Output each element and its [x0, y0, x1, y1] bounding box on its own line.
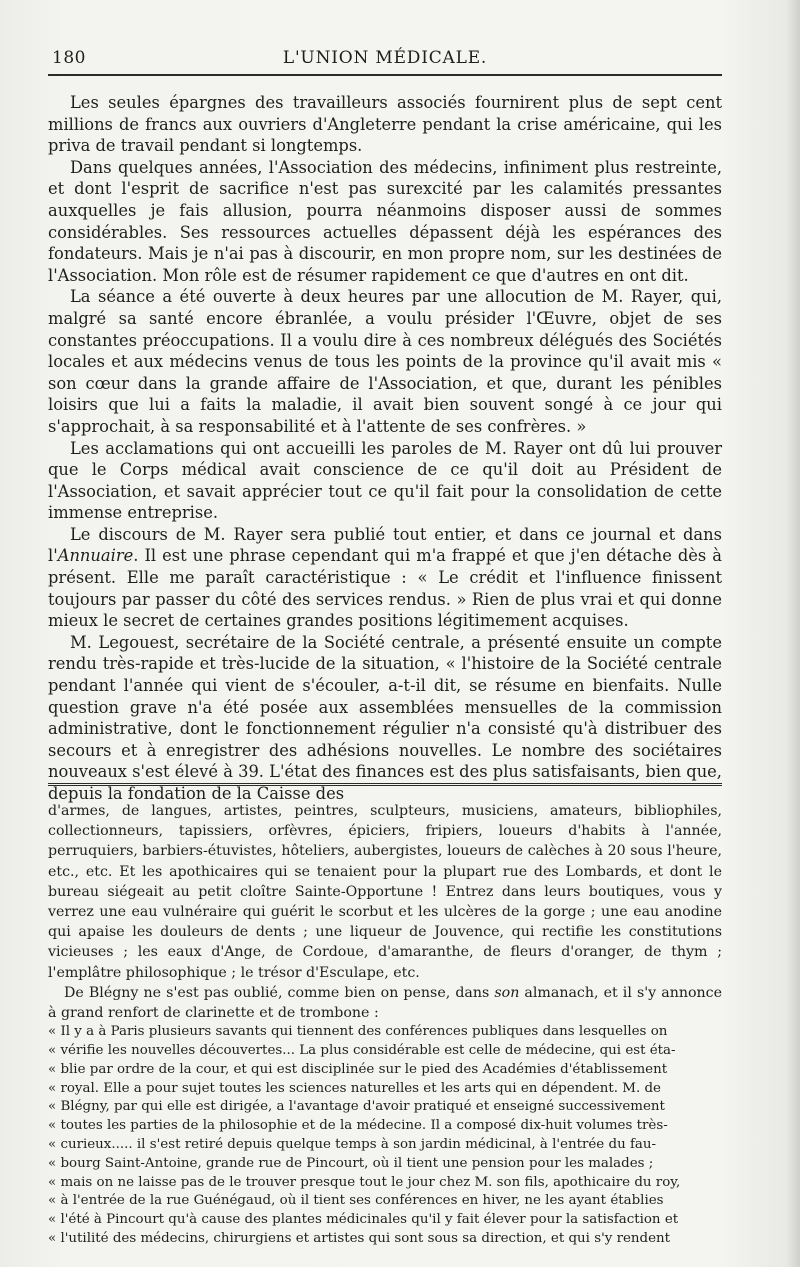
paragraph-discours-end: . Il est une phrase cependant qui m'a frappé et que j'en détache dès à présent. Elle me paraît caractéristique : « Le crédit et l'influence finissent toujours par passer du côté des services rendus. » Rien de plus vrai et qui donne mieux le secret de certaines grandes positions légitimement acquises.: [48, 546, 722, 631]
quote-line: « curieux..... il s'est retiré depuis quelque temps à son jardin médicinal, à l'entrée du fau-: [48, 1137, 657, 1153]
paragraph-association: Dans quelques années, l'Association des médecins, infiniment plus restreinte, et dont l'esprit de sacrifice n'est pas surexcité par les calamités pressantes auxquelles je fais allusion, pourra néanmoins disposer aussi de sommes considérables. Ses ressources actuelles dépassent déjà les espérances des fondateurs. Mais je n'ai pas à discourir, en mon propre nom, sur les destinées de l'Association. Mon rôle est de résumer rapidement ce que d'autres en ont dit.: [48, 157, 722, 285]
feuilleton-blegny-end: almanach, et il s'y annonce à grand renfort de clarinette et de trombone :: [48, 984, 722, 1022]
feuilleton-divider: [48, 783, 722, 786]
paragraph-epargnes: Les seules épargnes des travailleurs associés fournirent plus de sept cent millions de francs aux ouvriers d'Angleterre pendant la crise américaine, qui les priva de travail pendant si longtemps.: [48, 93, 722, 156]
header-rule: [48, 74, 722, 76]
paragraph-legouest: M. Legouest, secrétaire de la Société centrale, a présenté ensuite un compte rendu très-rapide et très-lucide de la situation, « l'histoire de la Société centrale pendant l'année qui vient de s'écouler, a-t-il dit, se résume en bienfaits. Nulle question grave n'a été posée aux assemblées mensuelles de la commission administrative, dont le fonctionnement régulier n'a consisté qu'à distribuer des secours et à enregistrer des adhésions nouvelles. Le nombre des sociétaires nouveaux s'est élevé à 39. L'état des finances est des plus satisfaisants, bien que, depuis la fondation de la Caisse des: [48, 632, 722, 803]
quote-line: « vérifie les nouvelles découvertes... La plus considérable est celle de médecine, qui est éta-: [48, 1043, 676, 1059]
page-header: [48, 44, 722, 74]
paragraph-discours-start: Le discours de M. Rayer sera publié tout entier, et dans ce journal et dans l': [48, 524, 722, 566]
quote-line: « mais on ne laisse pas de le trouver presque tout le jour chez M. son fils, apothicaire du roy,: [48, 1174, 681, 1190]
page-number: 180: [52, 48, 86, 68]
almanach-quote: [48, 1023, 722, 1249]
quote-line: « l'été à Pincourt qu'à cause des plantes médicinales qu'il y fait élever pour la satisfaction et: [48, 1212, 679, 1228]
feuilleton-son-italic: son: [494, 984, 520, 1001]
running-title: L'UNION MÉDICALE.: [282, 48, 488, 68]
quote-line: « Il y a à Paris plusieurs savants qui tiennent des conférences publiques dans lesquelles on: [48, 1024, 668, 1040]
feuilleton: [48, 801, 722, 1249]
quote-line: « royal. Elle a pour sujet toutes les sciences naturelles et les arts qui en dépendent. M. de: [48, 1080, 661, 1096]
page-edge-shadow: [786, 0, 800, 1267]
quote-line: « blie par ordre de la cour, et qui est disciplinée sur le pied des Académies d'établissement: [48, 1061, 668, 1077]
quote-line: « toutes les parties de la philosophie et de la médecine. Il a composé dix-huit volumes très-: [48, 1118, 668, 1134]
paragraph-seance: La séance a été ouverte à deux heures par une allocution de M. Rayer, qui, malgré sa santé encore ébranlée, a voulu présider l'Œuvre, objet de ses constantes préoccupations. Il a voulu dire à ces nombreux délégués des Sociétés locales et aux médecins venus de tous les points de la province qu'il avait mis « son cœur dans la grande affaire de l'Association, et que, durant les pénibles loisirs que lui a faits la maladie, il avait bien souvent songé à ce jour qui s'approchait, à sa responsabilité et à l'attente de ses confrères. »: [48, 287, 722, 436]
quote-line: « l'utilité des médecins, chirurgiens et artistes qui sont sous sa direction, et qui s'y rendent: [48, 1231, 671, 1246]
annuaire-title: Annuaire: [57, 546, 134, 566]
paragraph-discours: [48, 524, 722, 632]
quote-line: « Blégny, par qui elle est dirigée, a l'avantage d'avoir pratiqué et enseigné successivement: [48, 1099, 665, 1115]
quote-line: « à l'entrée de la rue Guénégaud, où il tient ses conférences en hiver, ne les ayant établies: [48, 1193, 664, 1209]
paragraph-acclamations: Les acclamations qui ont accueilli les paroles de M. Rayer ont dû lui prouver que le Corps médical avait conscience de ce qu'il doit au Président de l'Association, et savait apprécier tout ce qu'il fait pour la consolidation de cette immense entreprise.: [48, 438, 722, 523]
feuilleton-blegny-start: De Blégny ne s'est pas oublié, comme bien on pense, dans: [64, 984, 495, 1001]
quote-line: « bourg Saint-Antoine, grande rue de Pincourt, où il tient une pension pour les malades ;: [48, 1155, 654, 1171]
feuilleton-paragraph-blegny: [48, 983, 722, 1023]
main-article: [48, 92, 722, 805]
feuilleton-paragraph-apothicaires: d'armes, de langues, artistes, peintres, sculpteurs, musiciens, amateurs, bibliophiles, collectionneurs, tapissiers, orfèvres, épiciers, fripiers, loueurs d'habits à l'année, perruquiers, barbiers-étuvistes, hôteliers, aubergistes, loueurs de calèches à 20 sous l'heure, etc., etc. Et les apothicaires qui se tenaient pour la plupart rue des Lombards, et dont le bureau siégeait au petit cloître Sainte-Opportune ! Entrez dans leurs boutiques, vous y verrez une eau vulnéraire qui guérit le scorbut et les ulcères de la gorge ; une eau anodine qui apaise les douleurs de dents ; une liqueur de Jouvence, qui rectifie les constitutions vicieuses ; les eaux d'Ange, de Cordoue, d'amaranthe, de fleurs d'oranger, de thym ; l'emplâtre philosophique ; le trésor d'Esculape, etc.: [48, 803, 722, 981]
